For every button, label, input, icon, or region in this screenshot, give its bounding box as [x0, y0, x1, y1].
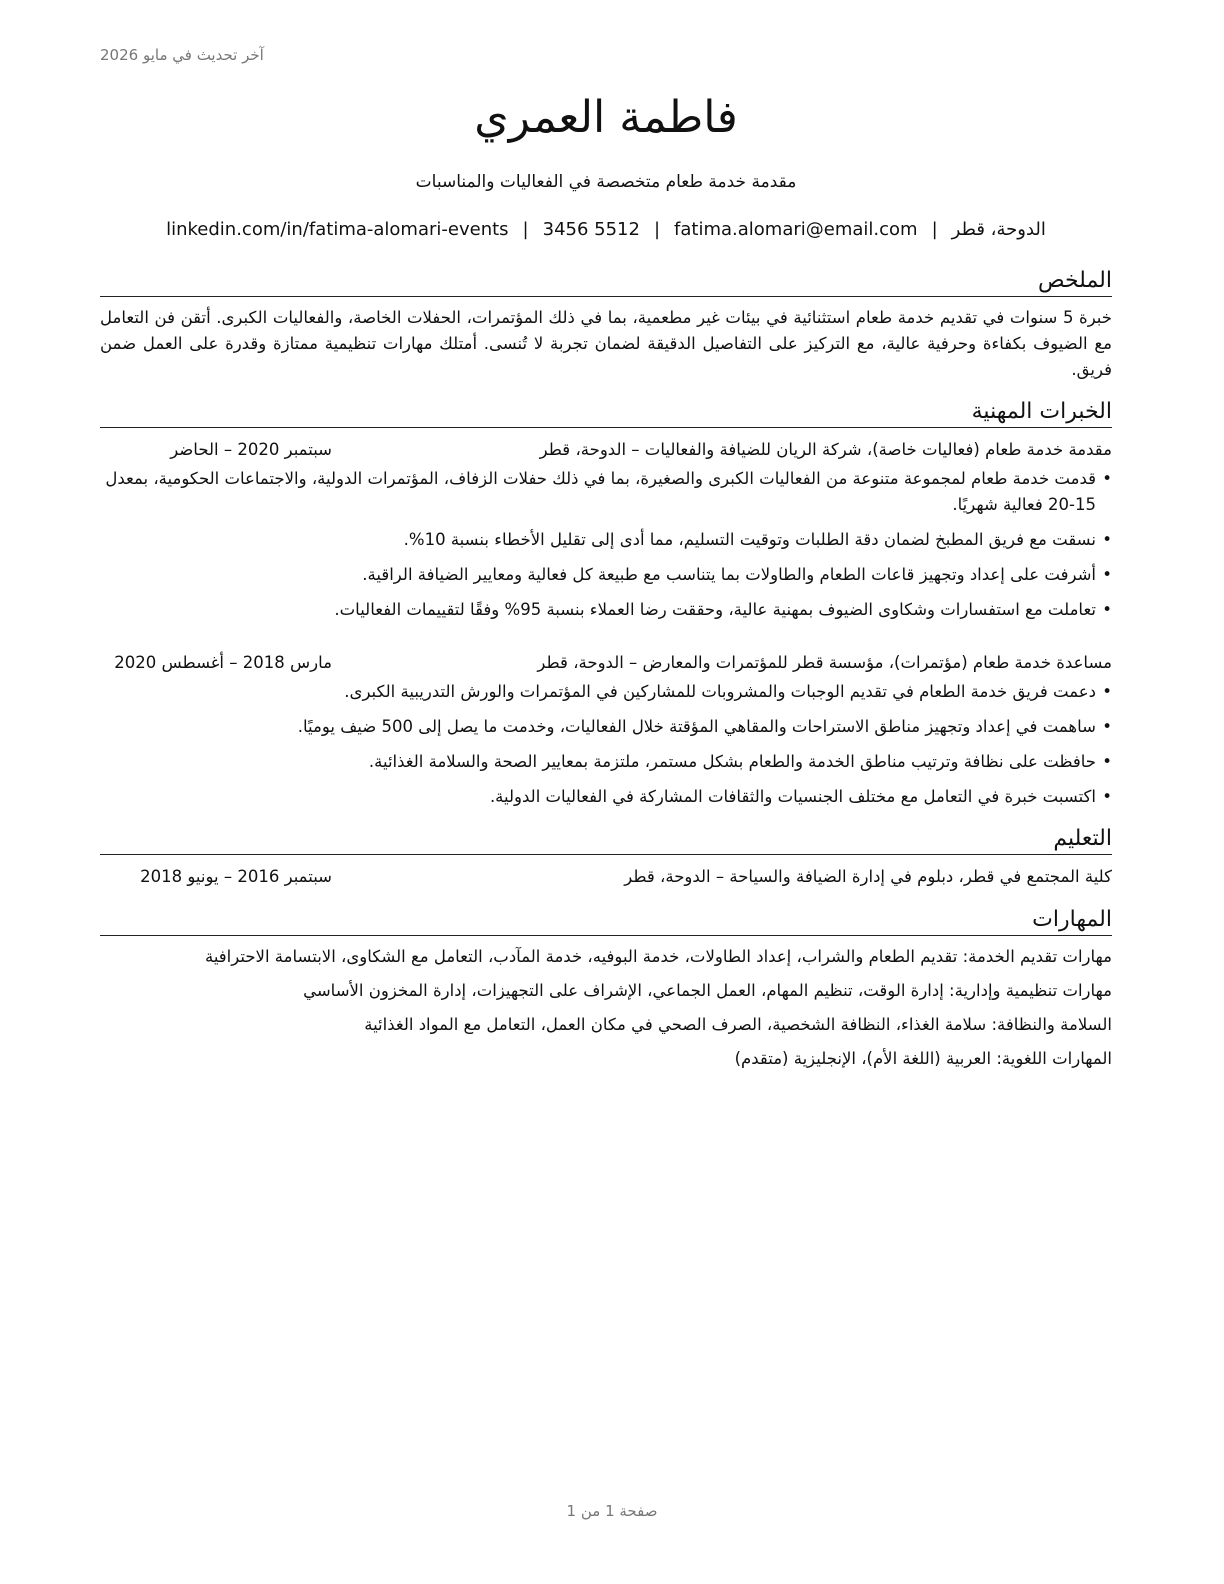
- job-title: مساعدة خدمة طعام (مؤتمرات)، مؤسسة قطر للمؤتمرات والمعارض – الدوحة، قطر: [537, 653, 1112, 672]
- candidate-name: فاطمة العمري: [474, 92, 738, 143]
- job-bullet: • اكتسبت خبرة في التعامل مع مختلف الجنسيات والثقافات المشاركة في الفعاليات الدولية.: [100, 784, 1112, 810]
- job-bullet: • حافظت على نظافة وترتيب مناطق الخدمة والطعام بشكل مستمر، ملتزمة بمعايير الصحة والسلامة الغذائية.: [100, 749, 1112, 775]
- job-bullet: • تعاملت مع استفسارات وشكاوى الضيوف بمهنية عالية، وحققت رضا العملاء بنسبة 95% وفقًا لتقييمات الفعاليات.: [100, 597, 1112, 623]
- skill-line: مهارات تنظيمية وإدارية: إدارة الوقت، تنظيم المهام، العمل الجماعي، الإشراف على التجهيزات، إدارة المخزون الأساسي: [303, 981, 1112, 1000]
- education-entry: [100, 863, 1112, 891]
- education-dates: سبتمبر 2016 – يونيو 2018: [140, 867, 332, 886]
- contact-line: [100, 216, 1112, 244]
- contact-phone: 3456 5512: [542, 219, 640, 240]
- job-bullet: • نسقت مع فريق المطبخ لضمان دقة الطلبات وتوقيت التسليم، مما أدى إلى تقليل الأخطاء بنسبة 10%.: [100, 527, 1112, 553]
- skills-heading: المهارات: [100, 905, 1112, 936]
- contact-location: الدوحة، قطر: [951, 219, 1046, 240]
- job-title: مقدمة خدمة طعام (فعاليات خاصة)، شركة الريان للضيافة والفعاليات – الدوحة، قطر: [539, 440, 1112, 459]
- skill-line: المهارات اللغوية: العربية (اللغة الأم)، الإنجليزية (متقدم): [734, 1049, 1112, 1068]
- contact-separator: |: [931, 219, 938, 240]
- contact-linkedin[interactable]: linkedin.com/in/fatima-alomari-events: [166, 219, 509, 240]
- job-bullet: • دعمت فريق خدمة الطعام في تقديم الوجبات والمشروبات للمشاركين في المؤتمرات والورش التدريبية الكبرى.: [100, 679, 1112, 705]
- job-dates: سبتمبر 2020 – الحاضر: [170, 440, 332, 459]
- skill-line: مهارات تقديم الخدمة: تقديم الطعام والشراب، إعداد الطاولات، خدمة البوفيه، خدمة المآدب، التعامل مع الشكاوى، الابتسامة الاحترافية: [204, 947, 1112, 966]
- candidate-tagline: مقدمة خدمة طعام متخصصة في الفعاليات والمناسبات: [415, 172, 797, 192]
- job-dates: مارس 2018 – أغسطس 2020: [114, 653, 332, 672]
- job-bullet: • قدمت خدمة طعام لمجموعة متنوعة من الفعاليات الكبرى والصغيرة، بما في ذلك حفلات الزفاف، المؤتمرات الدولية، والاجتماعات الحكومية، بمعدل 15-20 فعالية شهريًا.: [100, 466, 1112, 518]
- contact-separator: |: [522, 219, 529, 240]
- job-header: [100, 436, 1112, 464]
- contact-email[interactable]: fatima.alomari@email.com: [674, 219, 918, 240]
- summary-text: خبرة 5 سنوات في تقديم خدمة طعام استثنائية في بيئات غير مطعمية، بما في ذلك المؤتمرات، الحفلات الخاصة، والفعاليات الكبرى. أتقن فن التعامل مع الضيوف بكفاءة وحرفية عالية، مع التركيز على التفاصيل الدقيقة لضمان تجربة لا تُنسى. أمتلك مهارات تنظيمية ممتازة وقدرة على العمل ضمن فريق.: [100, 308, 1112, 379]
- education-heading: التعليم: [100, 824, 1112, 855]
- last-updated-note: آخر تحديث في مايو 2026: [100, 46, 264, 64]
- page-number: صفحة 1 من 1: [566, 1502, 658, 1520]
- skills-list: [100, 944, 1112, 1072]
- summary-heading: الملخص: [100, 266, 1112, 297]
- job-header: [100, 649, 1112, 677]
- experience-heading: الخبرات المهنية: [100, 397, 1112, 428]
- job-entry: [100, 649, 1112, 810]
- job-entry: [100, 436, 1112, 623]
- job-bullet: • ساهمت في إعداد وتجهيز مناطق الاستراحات والمقاهي المؤقتة خلال الفعاليات، وخدمت ما يصل إلى 500 ضيف يوميًا.: [100, 714, 1112, 740]
- job-bullets: [100, 466, 1112, 623]
- job-bullet: • أشرفت على إعداد وتجهيز قاعات الطعام والطاولات بما يتناسب مع طبيعة كل فعالية ومعايير الضيافة الراقية.: [100, 562, 1112, 588]
- job-bullets: [100, 679, 1112, 810]
- education-title: كلية المجتمع في قطر، دبلوم في إدارة الضيافة والسياحة – الدوحة، قطر: [624, 867, 1112, 886]
- resume-sheet: [100, 88, 1112, 1080]
- skill-line: السلامة والنظافة: سلامة الغذاء، النظافة الشخصية، الصرف الصحي في مكان العمل، التعامل مع المواد الغذائية: [364, 1015, 1112, 1034]
- contact-separator: |: [653, 219, 661, 240]
